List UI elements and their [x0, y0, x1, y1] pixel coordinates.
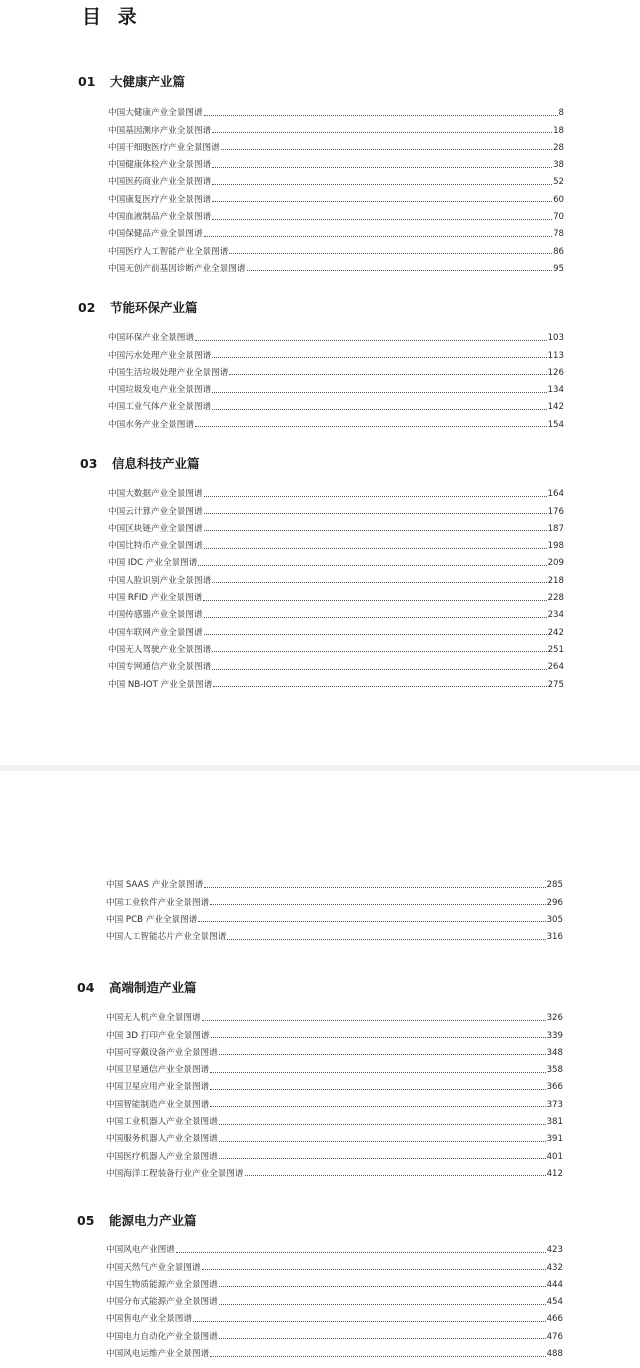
dot-leader [176, 1252, 546, 1253]
section-number: 04 [77, 980, 95, 995]
toc-entry-title: 中国服务机器人产业全景图谱 [106, 1134, 218, 1145]
toc-entry-title: 中国云计算产业全景图谱 [108, 506, 203, 517]
toc-entry-sec01-5[interactable] [108, 170, 564, 187]
dot-leader [212, 132, 552, 133]
dot-leader [212, 184, 552, 185]
toc-entry-title: 中国可穿戴设备产业全景图谱 [106, 1047, 218, 1058]
toc-entry-title: 中国人工智能芯片产业全景图谱 [106, 932, 227, 943]
toc-entry-page-number: 296 [546, 897, 563, 908]
toc-list-02 [108, 326, 564, 430]
dot-leader [212, 219, 552, 220]
dot-leader [204, 548, 547, 549]
toc-entry-sec01-7[interactable] [108, 205, 564, 222]
toc-entry-sec05-7[interactable] [106, 1342, 563, 1359]
toc-entry-title: 中国 RFID 产业全景图谱 [108, 593, 203, 604]
toc-entry-title: 中国传感器产业全景图谱 [108, 610, 203, 621]
dot-leader [210, 904, 545, 905]
toc-entry-title: 中国人脸识别产业全景图谱 [108, 575, 212, 586]
toc-entry-page-number: 154 [547, 419, 564, 430]
toc-entry-sec02-3[interactable] [108, 361, 564, 378]
toc-list-03-continued [106, 873, 563, 942]
toc-entry-title: 中国环保产业全景图谱 [108, 333, 194, 344]
toc-entry-sec05-1[interactable] [106, 1238, 563, 1255]
toc-entry-sec03-9[interactable] [108, 620, 564, 637]
toc-entry-page-number: 348 [546, 1047, 563, 1058]
toc-entry-sec03-2[interactable] [108, 499, 564, 516]
toc-entry-page-number: 305 [546, 914, 563, 925]
toc-entry-title: 中国比特币产业全景图谱 [108, 541, 203, 552]
toc-entry-page-number: 432 [546, 1262, 563, 1273]
toc-entry-title: 中国 3D 打印产业全景图谱 [106, 1030, 210, 1041]
section-number: 02 [78, 300, 96, 315]
toc-entry-page-number: 164 [547, 489, 564, 500]
section-heading-05 [77, 1211, 197, 1229]
section-title: 节能环保产业篇 [110, 300, 198, 315]
toc-entry-sec04-6[interactable] [106, 1092, 563, 1109]
toc-entry-title: 中国电力自动化产业全景图谱 [106, 1331, 218, 1342]
dot-leader [245, 1175, 546, 1176]
toc-entry-title: 中国 NB-IOT 产业全景图谱 [108, 679, 213, 690]
toc-entry-sec03-3[interactable] [108, 517, 564, 534]
toc-entry-sec03-cont-2[interactable] [106, 890, 563, 907]
toc-entry-sec02-5[interactable] [108, 395, 564, 412]
dot-leader [219, 1158, 546, 1159]
toc-entry-sec02-4[interactable] [108, 378, 564, 395]
toc-entry-page-number: 187 [547, 523, 564, 534]
toc-entry-title: 中国海洋工程装备行业产业全景图谱 [106, 1168, 244, 1179]
toc-entry-page-number: 28 [553, 142, 564, 153]
toc-entry-title: 中国工业机器人产业全景图谱 [106, 1117, 218, 1128]
dot-leader [213, 686, 546, 687]
toc-entry-sec03-7[interactable] [108, 586, 564, 603]
dot-leader [204, 617, 547, 618]
toc-entry-sec02-2[interactable] [108, 343, 564, 360]
toc-entry-page-number: 38 [553, 160, 564, 171]
dot-leader [210, 1089, 545, 1090]
toc-entry-sec03-5[interactable] [108, 551, 564, 568]
toc-entry-sec03-8[interactable] [108, 603, 564, 620]
toc-entry-title: 中国水务产业全景图谱 [108, 419, 194, 430]
toc-entry-sec03-6[interactable] [108, 568, 564, 585]
toc-list-05 [106, 1238, 563, 1359]
toc-entry-title: 中国 PCB 产业全景图谱 [106, 914, 198, 925]
section-number: 03 [80, 456, 98, 471]
toc-entry-title: 中国工业软件产业全景图谱 [106, 897, 210, 908]
toc-entry-sec03-12[interactable] [108, 672, 564, 689]
toc-entry-page-number: 285 [546, 880, 563, 891]
dot-leader [212, 669, 546, 670]
toc-entry-title: 中国垃圾发电产业全景图谱 [108, 385, 212, 396]
dot-leader [219, 1141, 546, 1142]
toc-entry-title: 中国大数据产业全景图谱 [108, 489, 203, 500]
dot-leader [204, 115, 558, 116]
toc-entry-page-number: 242 [547, 627, 564, 638]
toc-entry-sec01-6[interactable] [108, 187, 564, 204]
toc-entry-title: 中国 SAAS 产业全景图谱 [106, 880, 204, 891]
toc-entry-sec04-10[interactable] [106, 1162, 563, 1179]
toc-entry-page-number: 234 [547, 610, 564, 621]
dot-leader [204, 887, 545, 888]
toc-entry-sec01-2[interactable] [108, 118, 564, 135]
page-title: 目 录 [82, 6, 142, 28]
toc-entry-sec01-10[interactable] [108, 257, 564, 274]
toc-entry-title: 中国基因测序产业全景图谱 [108, 125, 212, 136]
dot-leader [219, 1286, 546, 1287]
dot-leader [221, 149, 552, 150]
toc-entry-sec01-8[interactable] [108, 222, 564, 239]
toc-entry-title: 中国 IDC 产业全景图谱 [108, 558, 198, 569]
toc-list-01 [108, 101, 564, 274]
toc-entry-title: 中国无人驾驶产业全景图谱 [108, 644, 212, 655]
toc-entry-page-number: 373 [546, 1099, 563, 1110]
dot-leader [212, 651, 546, 652]
dot-leader [229, 374, 546, 375]
toc-list-04 [106, 1006, 563, 1179]
toc-entry-title: 中国天然气产业全景图谱 [106, 1262, 201, 1273]
toc-entry-page-number: 86 [553, 246, 564, 257]
toc-entry-title: 中国血液制品产业全景图谱 [108, 212, 212, 223]
toc-entry-title: 中国生活垃圾处理产业全景图谱 [108, 367, 229, 378]
toc-entry-sec04-7[interactable] [106, 1110, 563, 1127]
toc-entry-title: 中国医疗机器人产业全景图谱 [106, 1151, 218, 1162]
toc-entry-page-number: 326 [546, 1013, 563, 1024]
toc-entry-title: 中国卫星应用产业全景图谱 [106, 1082, 210, 1093]
toc-entry-page-number: 18 [553, 125, 564, 136]
toc-entry-page-number: 142 [547, 402, 564, 413]
dot-leader [219, 1124, 546, 1125]
dot-leader [212, 167, 552, 168]
toc-entry-page-number: 113 [547, 350, 564, 361]
toc-entry-page-number: 401 [546, 1151, 563, 1162]
toc-entry-sec05-3[interactable] [106, 1273, 563, 1290]
dot-leader [204, 530, 547, 531]
toc-page-2 [0, 771, 640, 1368]
toc-entry-page-number: 218 [547, 575, 564, 586]
toc-entry-sec03-cont-3[interactable] [106, 908, 563, 925]
toc-entry-title: 中国无人机产业全景图谱 [106, 1013, 201, 1024]
toc-entry-sec04-5[interactable] [106, 1075, 563, 1092]
dot-leader [203, 600, 546, 601]
toc-entry-sec05-5[interactable] [106, 1307, 563, 1324]
toc-entry-page-number: 316 [546, 932, 563, 943]
toc-entry-title: 中国污水处理产业全景图谱 [108, 350, 212, 361]
toc-entry-sec04-8[interactable] [106, 1127, 563, 1144]
toc-entry-page-number: 358 [546, 1065, 563, 1076]
toc-entry-page-number: 381 [546, 1117, 563, 1128]
toc-entry-page-number: 103 [547, 333, 564, 344]
toc-entry-page-number: 444 [546, 1279, 563, 1290]
toc-entry-sec02-1[interactable] [108, 326, 564, 343]
toc-entry-title: 中国保健品产业全景图谱 [108, 229, 203, 240]
toc-entry-title: 中国康复医疗产业全景图谱 [108, 194, 212, 205]
dot-leader [219, 1338, 546, 1339]
dot-leader [212, 392, 546, 393]
toc-entry-page-number: 134 [547, 385, 564, 396]
toc-entry-title: 中国工业气体产业全景图谱 [108, 402, 212, 413]
toc-entry-title: 中国分布式能源产业全景图谱 [106, 1297, 218, 1308]
toc-entry-title: 中国车联网产业全景图谱 [108, 627, 203, 638]
dot-leader [204, 634, 547, 635]
toc-entry-title: 中国生物质能源产业全景图谱 [106, 1279, 218, 1290]
toc-entry-sec04-3[interactable] [106, 1041, 563, 1058]
dot-leader [210, 1106, 545, 1107]
toc-entry-page-number: 209 [547, 558, 564, 569]
toc-entry-sec03-cont-1[interactable] [106, 873, 563, 890]
toc-entry-title: 中国专网通信产业全景图谱 [108, 662, 212, 673]
toc-entry-page-number: 366 [546, 1082, 563, 1093]
dot-leader [229, 253, 552, 254]
toc-entry-title: 中国健康体检产业全景图谱 [108, 160, 212, 171]
dot-leader [193, 1321, 546, 1322]
dot-leader [204, 513, 547, 514]
toc-entry-page-number: 228 [547, 593, 564, 604]
toc-entry-sec03-10[interactable] [108, 638, 564, 655]
section-heading-02 [78, 298, 198, 316]
toc-entry-page-number: 176 [547, 506, 564, 517]
toc-entry-page-number: 70 [553, 212, 564, 223]
toc-entry-page-number: 8 [558, 108, 564, 119]
toc-entry-sec03-1[interactable] [108, 482, 564, 499]
dot-leader [219, 1304, 546, 1305]
section-heading-03 [80, 454, 200, 472]
toc-entry-title: 中国医药商业产业全景图谱 [108, 177, 212, 188]
toc-entry-page-number: 275 [547, 679, 564, 690]
toc-entry-title: 中国智能制造产业全景图谱 [106, 1099, 210, 1110]
dot-leader [247, 270, 553, 271]
toc-entry-page-number: 126 [547, 367, 564, 378]
section-heading-04 [77, 978, 197, 996]
dot-leader [210, 1072, 545, 1073]
toc-entry-title: 中国大健康产业全景图谱 [108, 108, 203, 119]
toc-entry-page-number: 198 [547, 541, 564, 552]
toc-entry-sec05-4[interactable] [106, 1290, 563, 1307]
dot-leader [212, 201, 552, 202]
toc-entry-page-number: 78 [553, 229, 564, 240]
toc-entry-title: 中国无创产前基因诊断产业全景图谱 [108, 263, 246, 274]
dot-leader [212, 409, 546, 410]
toc-entry-page-number: 454 [546, 1297, 563, 1308]
toc-entry-page-number: 391 [546, 1134, 563, 1145]
dot-leader [195, 340, 547, 341]
dot-leader [219, 1054, 546, 1055]
section-number: 01 [78, 74, 96, 89]
toc-entry-page-number: 476 [546, 1331, 563, 1342]
toc-entry-sec03-4[interactable] [108, 534, 564, 551]
toc-entry-sec01-9[interactable] [108, 239, 564, 256]
dot-leader [212, 582, 546, 583]
dot-leader [212, 357, 546, 358]
section-title: 大健康产业篇 [110, 74, 186, 89]
toc-entry-page-number: 264 [547, 662, 564, 673]
dot-leader [195, 426, 547, 427]
toc-entry-sec04-9[interactable] [106, 1144, 563, 1161]
toc-entry-sec03-11[interactable] [108, 655, 564, 672]
toc-entry-page-number: 52 [553, 177, 564, 188]
dot-leader [204, 236, 553, 237]
toc-entry-title: 中国风电运维产业全景图谱 [106, 1349, 210, 1360]
section-heading-01 [78, 72, 185, 90]
toc-entry-sec04-2[interactable] [106, 1023, 563, 1040]
dot-leader [227, 939, 545, 940]
toc-entry-page-number: 412 [546, 1168, 563, 1179]
dot-leader [211, 1037, 546, 1038]
toc-entry-page-number: 95 [553, 263, 564, 274]
toc-entry-page-number: 60 [553, 194, 564, 205]
toc-entry-page-number: 423 [546, 1245, 563, 1256]
toc-entry-title: 中国风电产业图谱 [106, 1245, 175, 1256]
section-number: 05 [77, 1213, 95, 1228]
dot-leader [202, 1020, 546, 1021]
toc-entry-title: 中国卫星通信产业全景图谱 [106, 1065, 210, 1076]
toc-entry-title: 中国医疗人工智能产业全景图谱 [108, 246, 229, 257]
toc-entry-title: 中国售电产业全景图谱 [106, 1314, 192, 1325]
toc-list-03 [108, 482, 564, 690]
toc-entry-sec05-6[interactable] [106, 1324, 563, 1341]
section-title: 信息科技产业篇 [112, 456, 200, 471]
dot-leader [198, 565, 546, 566]
toc-entry-sec01-4[interactable] [108, 153, 564, 170]
toc-entry-sec01-3[interactable] [108, 136, 564, 153]
dot-leader [210, 1356, 545, 1357]
toc-entry-page-number: 488 [546, 1349, 563, 1360]
dot-leader [202, 1269, 546, 1270]
toc-entry-sec05-2[interactable] [106, 1255, 563, 1272]
toc-entry-page-number: 339 [546, 1030, 563, 1041]
toc-entry-page-number: 466 [546, 1314, 563, 1325]
toc-entry-sec03-cont-4[interactable] [106, 925, 563, 942]
toc-entry-title: 中国干细胞医疗产业全景图谱 [108, 142, 220, 153]
section-title: 高端制造产业篇 [109, 980, 197, 995]
dot-leader [198, 921, 545, 922]
dot-leader [204, 496, 547, 497]
toc-entry-sec02-6[interactable] [108, 412, 564, 429]
toc-entry-page-number: 251 [547, 644, 564, 655]
toc-entry-sec04-4[interactable] [106, 1058, 563, 1075]
toc-entry-sec04-1[interactable] [106, 1006, 563, 1023]
section-title: 能源电力产业篇 [109, 1213, 197, 1228]
toc-entry-title: 中国区块链产业全景图谱 [108, 523, 203, 534]
toc-entry-sec01-1[interactable] [108, 101, 564, 118]
